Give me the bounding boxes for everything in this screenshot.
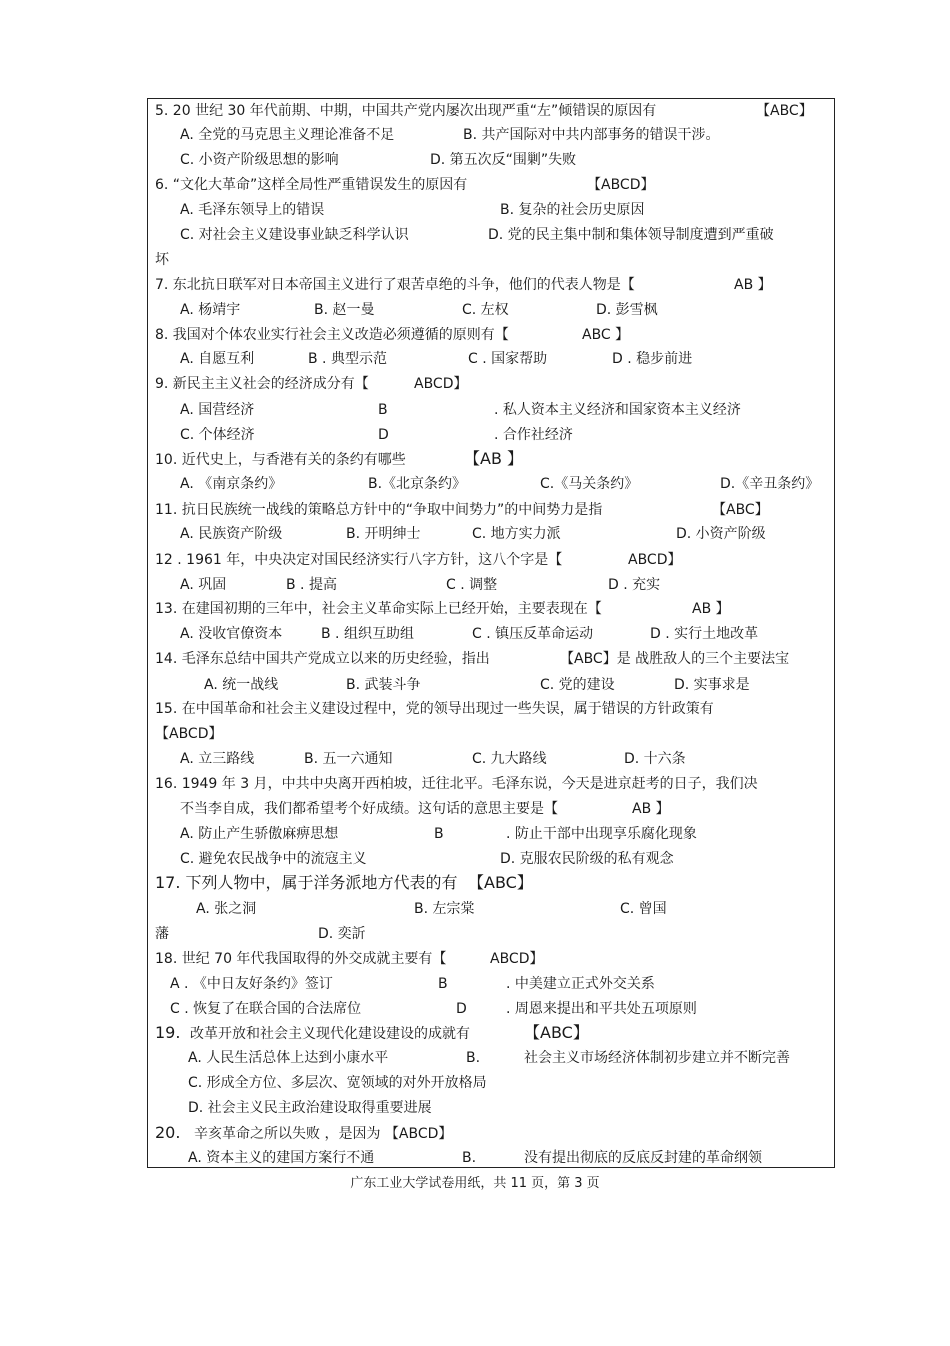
q19-stem: 改革开放和社会主义现代化建设建设的成就有 [190, 1026, 470, 1042]
q9-option-c: C. 个体经济 [180, 427, 255, 443]
q7-option-d: D. 彭雪枫 [596, 302, 658, 318]
q16-option-b-text: . 防止干部中出现享乐腐化现象 [506, 826, 697, 842]
q18-option-b-letter: B [438, 976, 448, 992]
q17-stem: 17. 下列人物中，属于洋务派地方代表的有 [155, 873, 458, 892]
q18-option-d-text: . 周恩来提出和平共处五项原则 [506, 1001, 697, 1017]
q16-option-a: A. 防止产生骄傲麻痹思想 [180, 826, 339, 842]
q15-option-d: D. 十六条 [624, 751, 686, 767]
q8-option-c: C . 国家帮助 [468, 351, 548, 367]
q19-option-d: D. 社会主义民主政治建设取得重要进展 [188, 1100, 432, 1116]
q17-option-c-cont: 藩 [155, 926, 169, 942]
q8-stem: 8. 我国对个体农业实行社会主义改造必须遵循的原则有【 [155, 327, 509, 343]
q20-number: 20. [155, 1123, 181, 1142]
q13-option-c: C . 镇压反革命运动 [472, 626, 594, 642]
q16-stem-cont: 不当李自成，我们都希望考个好成绩。这句话的意思主要是【 [180, 801, 558, 817]
q16-option-b-letter: B [434, 826, 444, 842]
q14-stem: 14. 毛泽东总结中国共产党成立以来的历史经验，指出 [155, 651, 490, 667]
q9-option-a: A. 国营经济 [180, 402, 255, 418]
q12-option-a: A. 巩固 [180, 577, 227, 593]
q18-option-d-letter: D [456, 1001, 467, 1017]
q10-answer: 【AB 】 [464, 449, 524, 468]
q11-option-b: B. 开明绅士 [346, 526, 421, 542]
q8-option-b: B . 典型示范 [308, 351, 387, 367]
q13-answer: AB 】 [692, 601, 730, 617]
q16-stem: 16. 1949 年 3 月，中共中央离开西柏坡，迁往北平。毛泽东说，今天是进京赶考的日子，我们决 [155, 776, 758, 792]
q15-answer: 【ABCD】 [155, 726, 223, 742]
q13-option-a: A. 没收官僚资本 [180, 626, 283, 642]
q17-option-b: B. 左宗棠 [414, 901, 475, 917]
q17-option-a: A. 张之洞 [196, 901, 257, 917]
q9-option-d-letter: D [378, 427, 389, 443]
q6-option-c: C. 对社会主义建设事业缺乏科学认识 [180, 227, 409, 243]
q12-option-b: B . 提高 [286, 577, 337, 593]
q18-stem: 18. 世纪 70 年代我国取得的外交成就主要有【 [155, 951, 447, 967]
q19-option-c: C. 形成全方位、多层次、宽领域的对外开放格局 [188, 1075, 487, 1091]
q5-option-b: B. 共产国际对中共内部事务的错误干涉。 [463, 127, 720, 143]
q19-answer: 【ABC】 [524, 1023, 589, 1042]
q10-option-c: C.《马关条约》 [540, 476, 639, 492]
q19-number: 19. [155, 1023, 181, 1042]
q19-option-b-text: 社会主义市场经济体制初步建立并不断完善 [524, 1050, 790, 1066]
q7-option-c: C. 左权 [462, 302, 509, 318]
q6-stem: 6. “文化大革命”这样全局性严重错误发生的原因有 [155, 177, 468, 193]
q13-option-d: D . 实行土地改革 [650, 626, 759, 642]
q17-answer: 【ABC】 [468, 873, 533, 892]
q5-answer: 【ABC】 [756, 103, 813, 119]
page-footer: 广东工业大学试卷用纸，共 11 页，第 3 页 [350, 1176, 600, 1191]
q17-option-c: C. 曾国 [620, 901, 667, 917]
q14-option-a: A. 统一战线 [204, 677, 279, 693]
q14-option-c: C. 党的建设 [540, 677, 615, 693]
q13-option-b: B . 组织互助组 [321, 626, 414, 642]
q12-answer: ABCD】 [628, 552, 682, 568]
q18-option-b-text: . 中美建立正式外交关系 [506, 976, 655, 992]
q6-option-a: A. 毛泽东领导上的错误 [180, 202, 325, 218]
q6-answer: 【ABCD】 [587, 177, 655, 193]
q5-option-c: C. 小资产阶级思想的影响 [180, 152, 339, 168]
q15-option-b: B. 五一六通知 [304, 751, 393, 767]
q7-answer: AB 】 [734, 277, 772, 293]
q8-option-a: A. 自愿互利 [180, 351, 255, 367]
q18-answer: ABCD】 [490, 951, 544, 967]
q9-answer: ABCD】 [414, 376, 468, 392]
q11-option-a: A. 民族资产阶级 [180, 526, 283, 542]
q11-option-d: D. 小资产阶级 [676, 526, 766, 542]
q19-option-b-letter: B. [466, 1050, 481, 1066]
q5-option-d: D. 第五次反“围剿”失败 [430, 152, 577, 168]
q11-option-c: C. 地方实力派 [472, 526, 561, 542]
q5-option-a: A. 全党的马克思主义理论准备不足 [180, 127, 395, 143]
q14-option-d: D. 实事求是 [674, 677, 750, 693]
q17-option-d: D. 奕訢 [318, 926, 366, 942]
q15-option-c: C. 九大路线 [472, 751, 547, 767]
q13-stem: 13. 在建国初期的三年中，社会主义革命实际上已经开始，主要表现在【 [155, 601, 602, 617]
q11-answer: 【ABC】 [712, 502, 769, 518]
q18-option-c: C . 恢复了在联合国的合法席位 [170, 1001, 362, 1017]
q9-option-b-text: . 私人资本主义经济和国家资本主义经济 [494, 402, 741, 418]
q10-option-a: A. 《南京条约》 [180, 476, 283, 492]
q9-option-d-text: . 合作社经济 [494, 427, 573, 443]
q14-answer: 【ABC】是 战胜敌人的三个主要法宝 [560, 651, 790, 667]
q9-option-b-letter: B [378, 402, 388, 418]
q20-stem: 辛亥革命之所以失败 ，是因为 【ABCD】 [194, 1126, 453, 1142]
q15-stem: 15. 在中国革命和社会主义建设过程中，党的领导出现过一些失误，属于错误的方针政策有 [155, 701, 714, 717]
q18-option-a: A . 《中日友好条约》签订 [170, 976, 333, 992]
q12-option-d: D . 充实 [608, 577, 661, 593]
q10-option-b: B.《北京条约》 [368, 476, 467, 492]
q16-option-d: D. 克服农民阶级的私有观念 [500, 851, 674, 867]
q9-stem: 9. 新民主主义社会的经济成分有【 [155, 376, 369, 392]
q5-stem: 5. 20 世纪 30 年代前期、中期，中国共产党内屡次出现严重“左”倾错误的原因有 [155, 103, 657, 119]
q10-stem: 10. 近代史上，与香港有关的条约有哪些 [155, 452, 406, 468]
q20-option-b-text: 没有提出彻底的反底反封建的革命纲领 [524, 1150, 762, 1166]
q8-answer: ABC 】 [582, 327, 630, 343]
q12-option-c: C . 调整 [446, 577, 498, 593]
q15-option-a: A. 立三路线 [180, 751, 255, 767]
q7-option-b: B. 赵一曼 [314, 302, 375, 318]
q11-stem: 11. 抗日民族统一战线的策略总方针中的“争取中间势力”的中间势力是指 [155, 502, 603, 518]
q6-option-d: D. 党的民主集中制和集体领导制度遭到严重破 [488, 227, 774, 243]
q19-option-a: A. 人民生活总体上达到小康水平 [188, 1050, 389, 1066]
q20-option-b-letter: B. [462, 1150, 477, 1166]
q12-stem: 12 . 1961 年，中央决定对国民经济实行八字方针，这八个字是【 [155, 552, 563, 568]
q10-option-d: D.《辛丑条约》 [720, 476, 820, 492]
q7-stem: 7. 东北抗日联军对日本帝国主义进行了艰苦卓绝的斗争，他们的代表人物是【 [155, 277, 635, 293]
q16-option-c: C. 避免农民战争中的流寇主义 [180, 851, 367, 867]
q20-option-a: A. 资本主义的建国方案行不通 [188, 1150, 375, 1166]
q14-option-b: B. 武装斗争 [346, 677, 421, 693]
q6-option-b: B. 复杂的社会历史原因 [500, 202, 645, 218]
q6-option-d-cont: 坏 [155, 252, 169, 268]
q16-answer: AB 】 [632, 801, 670, 817]
q7-option-a: A. 杨靖宇 [180, 302, 241, 318]
q8-option-d: D . 稳步前进 [612, 351, 693, 367]
